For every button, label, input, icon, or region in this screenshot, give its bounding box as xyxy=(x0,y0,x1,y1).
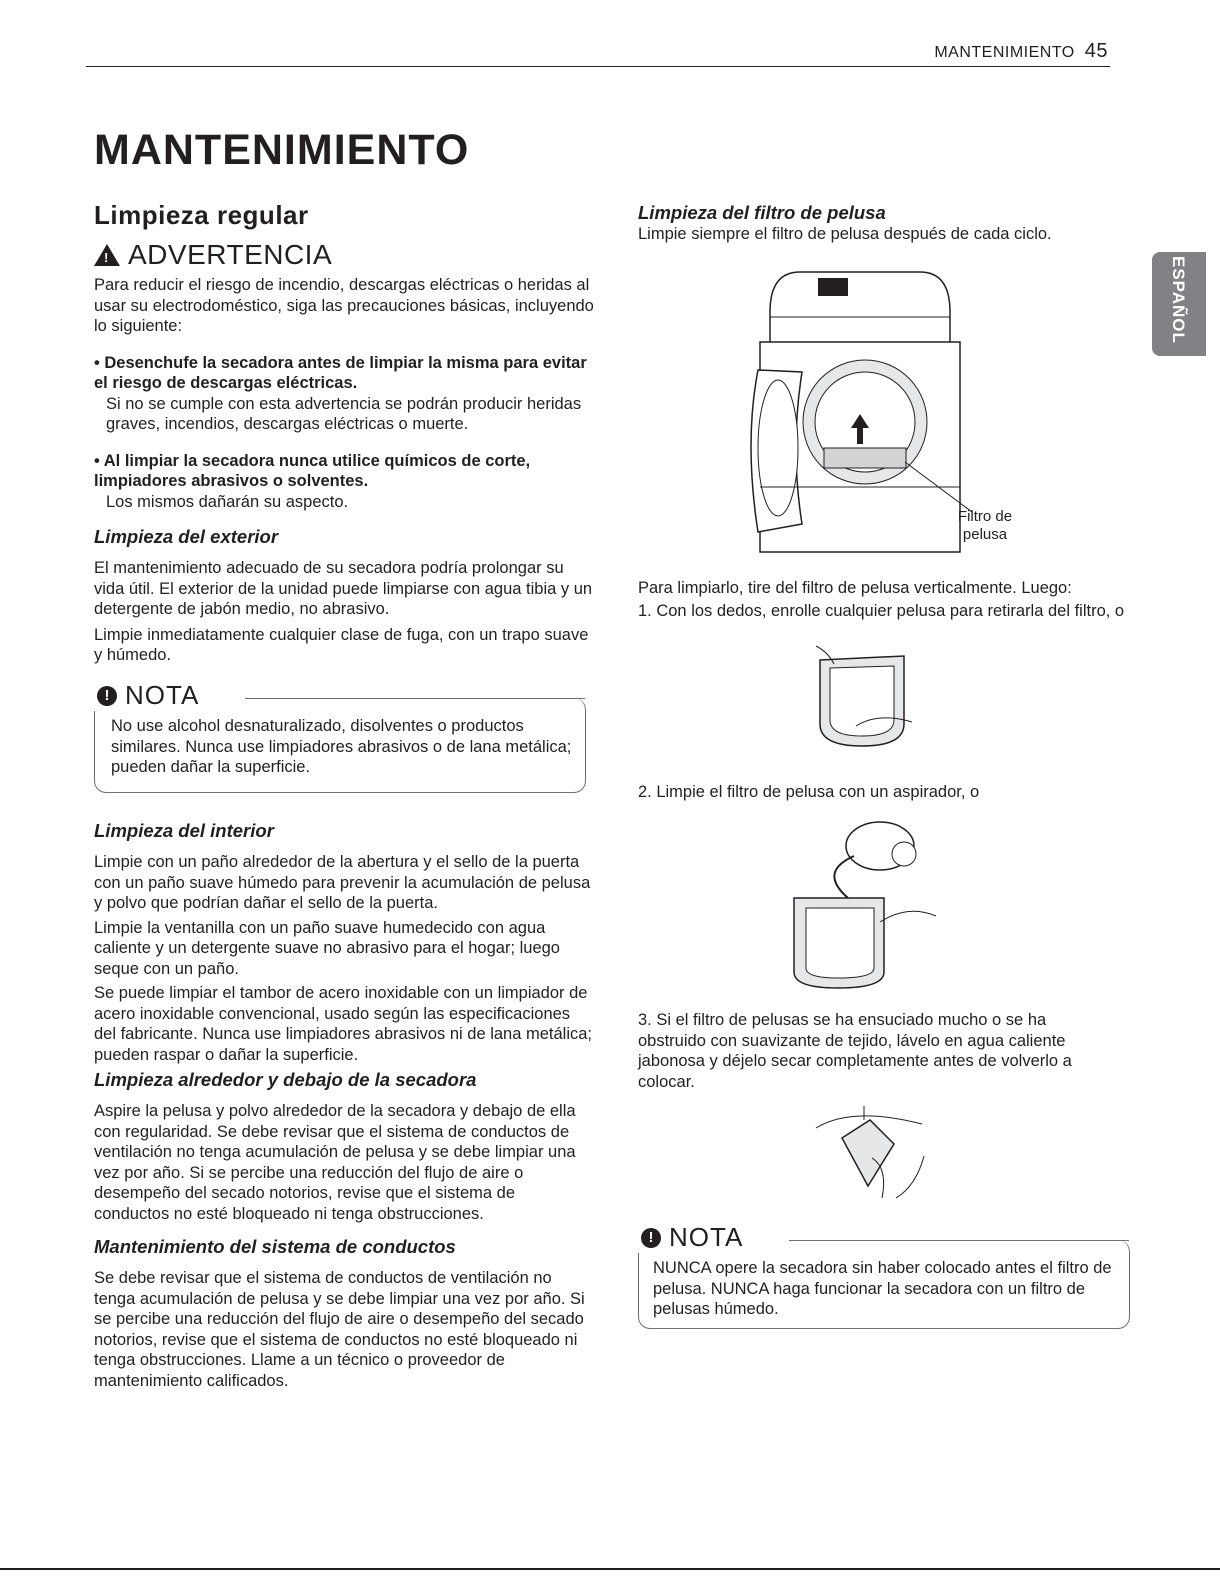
ducts-paragraph: Se debe revisar que el sistema de conductos de ventilación no tenga acumulación de pelusa y se debe limpiar una vez por año. Si se percibe una reducción del flujo de aire o desempeño del secado notorios, revise que el sistema de conductos no esté bloqueado ni tenga obstrucciones. Llame a un técnico o proveedor de mantenimiento calificados. xyxy=(94,1269,585,1390)
bullet-2-bold: • Al limpiar la secadora nunca utilice químicos de corte, limpiadores abrasivos o solventes. xyxy=(94,451,531,490)
ducts-heading: Mantenimiento del sistema de conductos xyxy=(94,1236,456,1257)
header-rule xyxy=(86,66,1110,67)
warning-triangle-icon xyxy=(94,244,120,266)
around-paragraph: Aspire la pelusa y polvo alrededor de la secadora y debajo de ella con regularidad. Se debe revisar que el sistema de conductos de ventilación no tenga acumulación de pelusa y se debe limpiar una vez por año. Si se percibe una reducción del flujo de aire o desempeño del secado notorios, revise que el sistema de conductos no esté bloqueado ni tenga obstrucciones. xyxy=(94,1102,576,1223)
filter-hand-illustration xyxy=(808,642,918,752)
warning-intro: Para reducir el riesgo de incendio, descargas eléctricas o heridas al usar su electrodoméstico, siga las precauciones básicas, incluyendo lo siguiente: xyxy=(94,276,594,335)
note-box-1-heading xyxy=(89,680,207,711)
note-exclamation-icon: ! xyxy=(641,1228,661,1248)
note-box-2-label: NOTA xyxy=(669,1222,744,1252)
warning-title: ADVERTENCIA xyxy=(128,239,333,270)
interior-paragraph-1: Limpie con un paño alrededor de la abertura y el sello de la puerta con un paño suave húmedo para prevenir la acumulación de pelusa y polvo que podrían dañar el sello de la puerta. xyxy=(94,853,591,912)
bullet-1-text: Si no se cumple con esta advertencia se podrán producir heridas graves, incendios, descargas eléctricas o muerte. xyxy=(106,394,582,433)
wash-illustration xyxy=(812,1098,932,1202)
page-number: 45 xyxy=(1084,40,1108,62)
filter-caption: Filtro de pelusa xyxy=(957,508,1013,543)
note-box-2-text: NUNCA opere la secadora sin haber colocado antes el filtro de pelusa. NUNCA haga funcionar la secadora con un filtro de pelusas húmedo. xyxy=(653,1259,1112,1318)
around-heading: Limpieza alrededor y debajo de la secadora xyxy=(94,1069,477,1090)
note-box-1-text: No use alcohol desnaturalizado, disolventes o productos similares. Nunca use limpiadores abrasivos o de lana metálica; pueden dañar la superficie. xyxy=(111,717,572,776)
step-1: 1. Con los dedos, enrolle cualquier pelusa para retirarla del filtro, o xyxy=(638,601,1125,620)
vacuum-illustration xyxy=(788,812,938,992)
page-title: MANTENIMIENTO xyxy=(94,126,470,174)
note-exclamation-icon: ! xyxy=(97,686,117,706)
exterior-heading: Limpieza del exterior xyxy=(94,526,279,547)
interior-paragraph-3: Se puede limpiar el tambor de acero inoxidable con un limpiador de acero inoxidable convencional, usado según las especificaciones del fabricante. Nunca use limpiadores abrasivos ni de lana metálica; pueden raspar o dañar la superficie. xyxy=(94,984,593,1064)
note-box-2-heading xyxy=(633,1222,751,1253)
exterior-paragraph-1: El mantenimiento adecuado de su secadora podría prolongar su vida útil. El exterior de la unidad puede limpiarse con agua tibia y un detergente de jabón medio, no abrasivo. xyxy=(94,559,593,618)
note-box-2 xyxy=(638,1222,1130,1329)
language-tab-label: ESPAÑOL xyxy=(1169,256,1188,344)
section-heading-regular-cleaning: Limpieza regular xyxy=(94,200,309,230)
bottom-rule xyxy=(0,1568,1220,1570)
step-3: 3. Si el filtro de pelusas se ha ensuciado mucho o se ha obstruido con suavizante de tejido, lávelo en agua caliente jabonosa y déjelo secar completamente antes de volverlo a colocar. xyxy=(638,1011,1072,1091)
running-header-section: MANTENIMIENTO xyxy=(934,44,1075,61)
running-header xyxy=(0,40,1108,63)
right-column-step3 xyxy=(638,1010,1128,1092)
pull-instructions: Para limpiarlo, tire del filtro de pelusa verticalmente. Luego: xyxy=(638,579,1072,597)
interior-paragraph-2: Limpie la ventanilla con un paño suave humedecido con agua caliente y un detergente suave no abrasivo para el hogar; luego seque con un paño. xyxy=(94,918,560,978)
filter-heading: Limpieza del filtro de pelusa xyxy=(638,202,886,223)
step-2: 2. Limpie el filtro de pelusa con un aspirador, o xyxy=(638,783,980,801)
note-box-1 xyxy=(94,680,586,793)
note-box-1-top-rule xyxy=(245,698,585,699)
interior-heading: Limpieza del interior xyxy=(94,820,274,841)
filter-intro: Limpie siempre el filtro de pelusa después de cada ciclo. xyxy=(638,225,1052,243)
left-column-lower xyxy=(94,820,594,1391)
right-column-step2 xyxy=(638,782,1128,803)
left-column xyxy=(94,200,594,666)
note-box-1-label: NOTA xyxy=(125,680,200,710)
note-box-2-top-rule xyxy=(789,1240,1129,1241)
warning-heading xyxy=(94,239,594,271)
bullet-2-text: Los mismos dañarán su aspecto. xyxy=(106,492,349,511)
exterior-paragraph-2: Limpie inmediatamente cualquier clase de fuga, con un trapo suave y húmedo. xyxy=(94,625,589,664)
bullet-1-bold: • Desenchufe la secadora antes de limpiar la misma para evitar el riesgo de descargas eléctricas. xyxy=(94,353,587,392)
right-column-steps xyxy=(638,578,1128,621)
right-column xyxy=(638,202,1128,245)
language-tab xyxy=(1152,252,1206,356)
